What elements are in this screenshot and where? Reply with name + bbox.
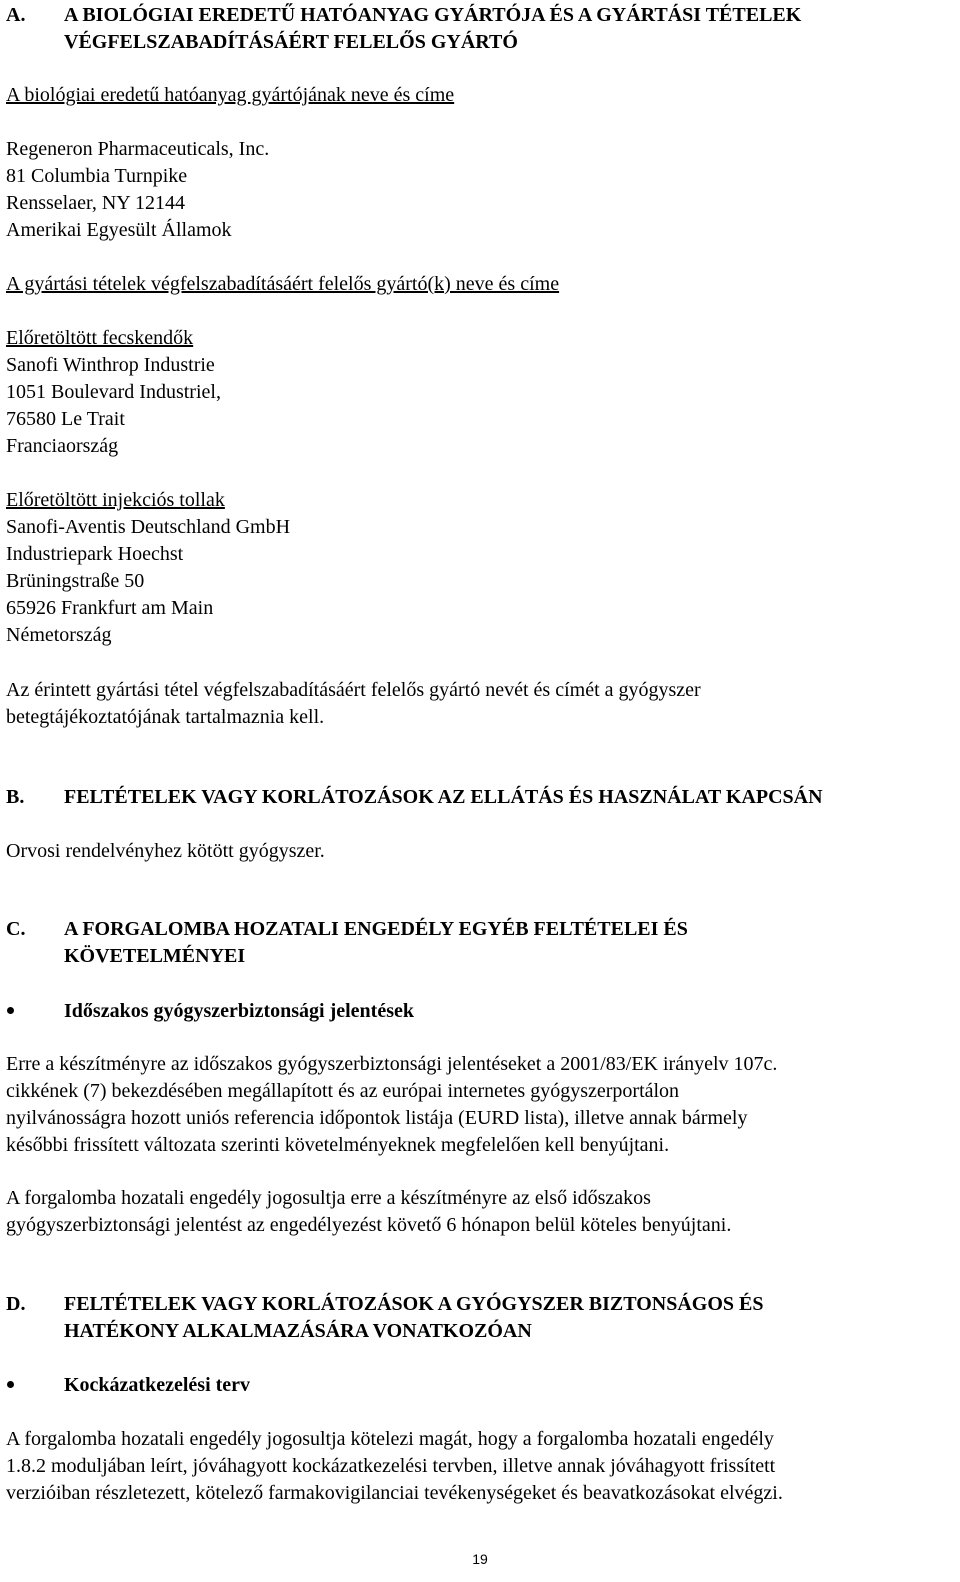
bullet-dot-icon [7,1007,14,1014]
section-b-title: FELTÉTELEK VAGY KORLÁTOZÁSOK AZ ELLÁTÁS ÉS HASZNÁLAT KAPCSÁN [64,786,823,808]
section-d-para-line: A forgalomba hozatali engedély jogosultja kötelezi magát, hogy a forgalomba hozatali engedély [6,1428,774,1450]
document-page [6,0,954,1582]
section-c-bullet-title: Időszakos gyógyszerbiztonsági jelentések [64,1000,414,1022]
section-b-letter: B. [6,786,25,808]
pen-heading: Előretöltött injekciós tollak [6,489,225,511]
section-c-title-line1: A FORGALOMBA HOZATALI ENGEDÉLY EGYÉB FELTÉTELEI ÉS [64,918,688,940]
section-a-title-line2: VÉGFELSZABADÍTÁSÁÉRT FELELŐS GYÁRTÓ [64,31,518,53]
section-d-para-line: 1.8.2 moduljában leírt, jóváhagyott kockázatkezelési tervben, illetve annak jóváhagyott frissített [6,1455,776,1477]
section-d-title-line1: FELTÉTELEK VAGY KORLÁTOZÁSOK A GYÓGYSZER BIZTONSÁGOS ÉS [64,1293,764,1315]
section-d-bullet [6,1372,64,1399]
section-a-letter: A. [6,4,26,26]
syringe-address-line: Franciaország [6,435,119,457]
section-b-heading [6,784,823,811]
section-c-bullet [6,998,64,1025]
section-c-para1-line: cikkének (7) bekezdésében megállapított és az európai internetes gyógyszerportálon [6,1080,680,1102]
bio-address-line: Regeneron Pharmaceuticals, Inc. [6,138,270,160]
pen-address-line: Németország [6,624,112,646]
section-d-title-line2: HATÉKONY ALKALMAZÁSÁRA VONATKOZÓAN [64,1320,532,1342]
section-a-title-line1: A BIOLÓGIAI EREDETŰ HATÓANYAG GYÁRTÓJA ÉS A GYÁRTÁSI TÉTELEK [64,4,802,26]
section-c-para1-line: későbbi frissített változata szerinti követelményeknek megfelelően kell benyújtani. [6,1134,670,1156]
section-d-heading [6,1291,764,1345]
syringe-address-line: 1051 Boulevard Industriel, [6,381,221,403]
bullet-dot-icon [7,1381,14,1388]
pen-address-line: Sanofi-Aventis Deutschland GmbH [6,516,291,538]
section-c-title-line2: KÖVETELMÉNYEI [64,945,246,967]
section-d-para-line: verzióiban részletezett, kötelező farmakovigilanciai tevékenységeket és beavatkozásokat elvégzi. [6,1482,783,1504]
section-c-heading [6,916,688,970]
section-c-para2-line: A forgalomba hozatali engedély jogosultja erre a készítményre az első időszakos [6,1187,651,1209]
section-c-para1-line: Erre a készítményre az időszakos gyógyszerbiztonsági jelentéseket a 2001/83/EK irányelv 107c. [6,1053,778,1075]
section-c-para2-line: gyógyszerbiztonsági jelentést az engedélyezést követő 6 hónapon belül köteles benyújtani. [6,1214,732,1236]
section-b-text: Orvosi rendelvényhez kötött gyógyszer. [6,840,325,862]
note-line: Az érintett gyártási tétel végfelszabadításáért felelős gyártó nevét és címét a gyógyszer [6,679,701,701]
note-line: betegtájékoztatójának tartalmaznia kell. [6,706,325,728]
bio-address-line: Amerikai Egyesült Államok [6,219,232,241]
pen-address-line: Industriepark Hoechst [6,543,184,565]
section-c-letter: C. [6,918,26,940]
section-a-heading [6,2,801,56]
syringe-heading: Előretöltött fecskendők [6,327,194,349]
batch-release-heading: A gyártási tételek végfelszabadításáért felelős gyártó(k) neve és címe [6,273,560,295]
section-d-bullet-title: Kockázatkezelési terv [64,1374,251,1396]
page-number: 19 [472,1551,488,1567]
bio-manufacturer-heading: A biológiai eredetű hatóanyag gyártójának neve és címe [6,84,455,106]
section-d-letter: D. [6,1293,26,1315]
pen-address-line: Brüningstraße 50 [6,570,145,592]
section-c-para1-line: nyilvánosságra hozott uniós referencia időpontok listája (EURD lista), illetve annak bármely [6,1107,748,1129]
pen-address-line: 65926 Frankfurt am Main [6,597,214,619]
bio-address-line: 81 Columbia Turnpike [6,165,188,187]
bio-address-line: Rensselaer, NY 12144 [6,192,185,214]
syringe-address-line: Sanofi Winthrop Industrie [6,354,215,376]
syringe-address-line: 76580 Le Trait [6,408,125,430]
